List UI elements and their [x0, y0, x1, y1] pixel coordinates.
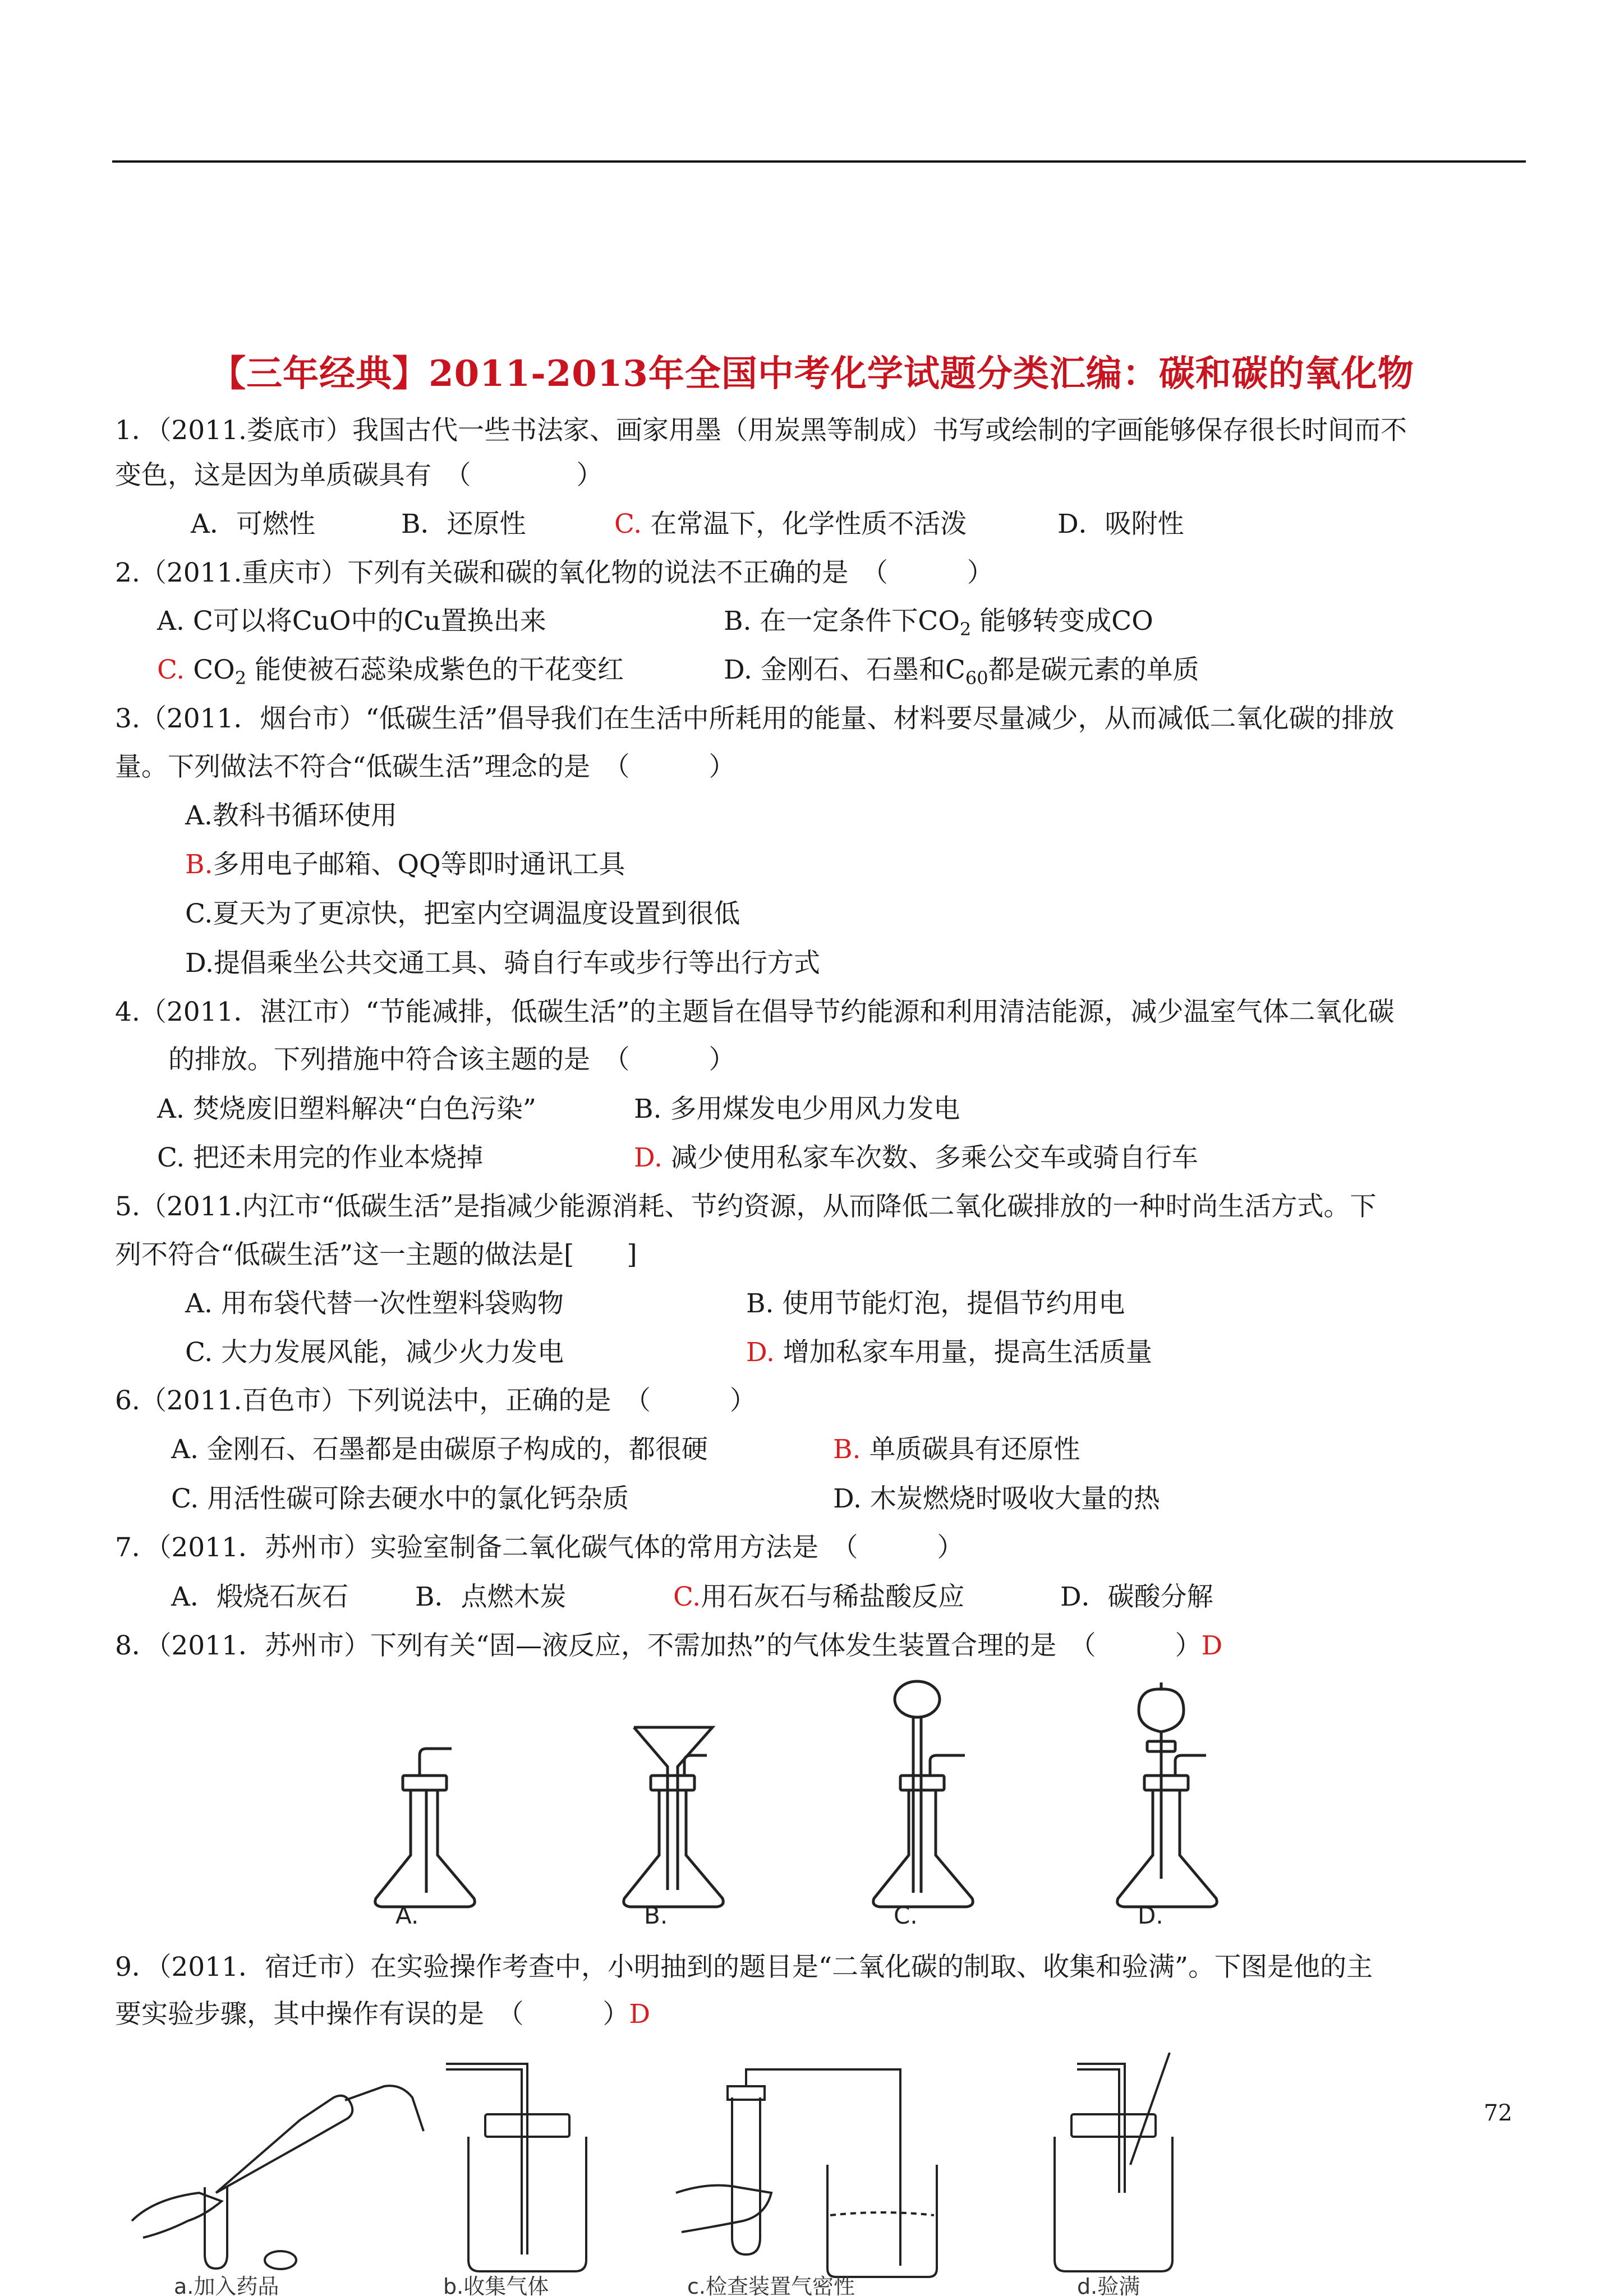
q4-option-b: B. 多用煤发电少用风力发电 — [634, 1094, 960, 1124]
q9-stem-line2: 要实验步骤，其中操作有误的是 （ ）D — [115, 1999, 651, 2030]
q4-answer-letter: D. — [634, 1142, 663, 1173]
q1-answer-letter: C. — [614, 509, 642, 540]
q6-option-b: B. 单质碳具有还原性 — [833, 1434, 1080, 1465]
q3-option-b: B.多用电子邮箱、QQ等即时通讯工具 — [185, 849, 625, 880]
q8-answer: D — [1201, 1630, 1223, 1661]
q3-stem-line1: 3.（2011．烟台市）“低碳生活”倡导我们在生活中所耗用的能量、材料要尽量减少，从而减低二氧化碳的排放 — [115, 703, 1395, 734]
q2-option-b: B. 在一定条件下$CO_2$ 能够转变成CO — [724, 606, 1153, 640]
apparatus-c-icon — [873, 1681, 973, 1907]
q2-option-a: A. C可以将CuO中的Cu置换出来 — [157, 606, 546, 637]
label-d: D. — [1138, 1902, 1163, 1929]
q4-stem-line1: 4.（2011．湛江市）“节能减排，低碳生活”的主题旨在倡导节约能源和利用清洁能源，减少温室气体二氧化碳 — [115, 997, 1395, 1027]
q5-option-b: B. 使用节能灯泡，提倡节约用电 — [746, 1288, 1125, 1319]
apparatus-d-icon — [1117, 1682, 1217, 1907]
q1-option-b: B．还原性 — [401, 509, 526, 540]
collecting-gas-icon — [446, 2064, 586, 2271]
adding-reagent-icon — [132, 2086, 424, 2269]
q9-answer: D — [629, 1999, 651, 2030]
q5-answer-letter: D. — [746, 1337, 775, 1368]
q3-option-d: D.提倡乘坐公共交通工具、骑自行车或步行等出行方式 — [185, 948, 820, 979]
q3-option-a: A.教科书循环使用 — [185, 800, 397, 831]
q1-option-c: C. 在常温下，化学性质不活泼 — [614, 509, 967, 540]
q5-option-d: D. 增加私家车用量，提高生活质量 — [746, 1337, 1152, 1368]
q7-option-b: B．点燃木炭 — [415, 1582, 567, 1612]
label-b: B. — [644, 1902, 668, 1929]
q1-stem-line1: 1．（2011.娄底市）我国古代一些书法家、画家用墨（用炭黑等制成）书写或绘制的字画能够保存很长时间而不 — [115, 415, 1407, 446]
q1-stem-line2: 变色，这是因为单质碳具有 （ ） — [115, 460, 603, 491]
q6-option-d: D. 木炭燃烧时吸收大量的热 — [833, 1483, 1160, 1514]
q6-answer-letter: B. — [833, 1434, 861, 1465]
q2-stem: 2.（2011.重庆市）下列有关碳和碳的氧化物的说法不正确的是 （ ） — [115, 557, 993, 588]
q7-answer-letter: C. — [673, 1582, 701, 1612]
q7-option-a: A．煅烧石灰石 — [171, 1582, 348, 1612]
q5-option-a: A. 用布袋代替一次性塑料袋购物 — [185, 1288, 564, 1319]
q3-stem-line2: 量。下列做法不符合“低碳生活”理念的是 （ ） — [115, 751, 735, 782]
q5-stem-line1: 5.（2011.内江市“低碳生活”是指减少能源消耗、节约资源，从而降低二氧化碳排放的一种时尚生活方式。下 — [115, 1191, 1377, 1222]
q2-answer-letter: C. — [157, 654, 185, 685]
q5-stem-line2: 列不符合“低碳生活”这一主题的做法是[ ] — [115, 1239, 637, 1270]
q6-stem: 6.（2011.百色市）下列说法中，正确的是 （ ） — [115, 1385, 756, 1416]
label-c: C. — [894, 1902, 918, 1929]
q9-steps-figure — [121, 2053, 1243, 2296]
q7-option-d: D．碳酸分解 — [1060, 1582, 1213, 1612]
q7-stem: 7．（2011．苏州市）实验室制备二氧化碳气体的常用方法是 （ ） — [115, 1532, 964, 1563]
q8-stem: 8．（2011．苏州市）下列有关“固—液反应，不需加热”的气体发生装置合理的是 （ ）D — [115, 1630, 1223, 1661]
q4-stem-line2: 的排放。下列措施中符合该主题的是 （ ） — [168, 1044, 735, 1075]
q9-stem-line1: 9．（2011．宿迁市）在实验操作考查中，小明抽到的题目是“二氧化碳的制取、收集和验满”。下图是他的主 — [115, 1952, 1373, 1983]
q1-option-a: A．可燃性 — [191, 509, 315, 540]
label-a: A. — [395, 1902, 419, 1929]
q7-option-c: C.用石灰石与稀盐酸反应 — [673, 1582, 965, 1612]
q4-option-d: D. 减少使用私家车次数、多乘公交车或骑自行车 — [634, 1142, 1198, 1173]
q4-option-c: C. 把还未用完的作业本烧掉 — [157, 1142, 484, 1173]
step-a-label: a.加入药品 — [174, 2274, 279, 2296]
q3-option-c: C.夏天为了更凉快，把室内空调温度设置到很低 — [185, 898, 740, 929]
q2-option-d: D. 金刚石、石墨和$C_{60}$都是碳元素的单质 — [724, 654, 1199, 689]
q1-option-d: D．吸附性 — [1057, 509, 1184, 540]
checking-full-icon — [1055, 2053, 1172, 2271]
step-b-label: b.收集气体 — [443, 2274, 549, 2296]
q5-option-c: C. 大力发展风能，减少火力发电 — [185, 1337, 564, 1368]
step-c-label: c.检查装置气密性 — [687, 2274, 855, 2296]
q6-option-a: A. 金刚石、石墨都是由碳原子构成的，都很硬 — [171, 1434, 708, 1465]
q2-option-c: C. $CO_2$ 能使被石蕊染成紫色的干花变红 — [157, 654, 624, 689]
step-d-label: d.验满 — [1077, 2274, 1140, 2296]
q8-apparatus-figure — [370, 1677, 1257, 1929]
header-rule — [112, 160, 1526, 163]
apparatus-a-icon — [375, 1749, 475, 1907]
page-number: 72 — [1484, 2100, 1512, 2126]
q3-answer-letter: B. — [185, 849, 213, 880]
q6-option-c: C. 用活性碳可除去硬水中的氯化钙杂质 — [171, 1483, 629, 1514]
q4-option-a: A. 焚烧废旧塑料解决“白色污染” — [157, 1094, 536, 1124]
apparatus-b-icon — [624, 1727, 724, 1907]
document-title: 【三年经典】2011-2013年全国中考化学试题分类汇编：碳和碳的氧化物 — [210, 353, 1414, 395]
checking-airtightness-icon — [676, 2069, 937, 2277]
